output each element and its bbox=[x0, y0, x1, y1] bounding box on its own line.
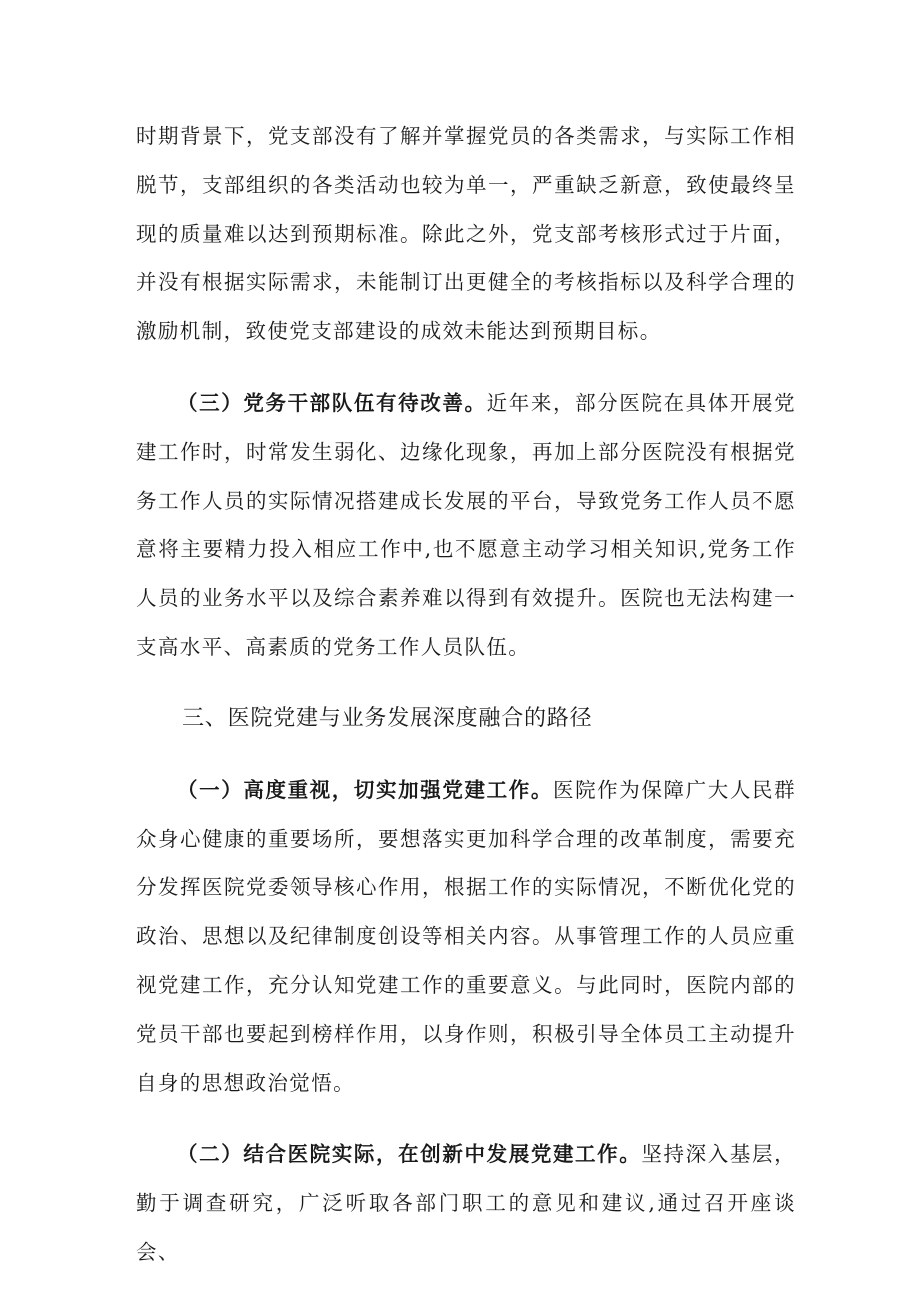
paragraph-spacer bbox=[136, 356, 796, 379]
paragraph-party-cadre-team bbox=[136, 379, 796, 672]
paragraph-text: 医院作为保障广大人民群众身心健康的重要场所，要想落实更加科学合理的改革制度，需要充分发挥医院党委领导核心作用，根据工作的实际情况，不断优化党的政治、思想以及纪律制度创设等相关内容。从事管理工作的人员应重视党建工作，充分认知党建工作的重要意义。与此同时，医院内部的党员干部也要起到榜样作用，以身作则，积极引导全体员工主动提升自身的思想政治觉悟。 bbox=[136, 777, 796, 1095]
paragraph-innovation-party-building bbox=[136, 1130, 796, 1276]
section-lead-bold: （三）党务干部队伍有待改善。 bbox=[177, 390, 487, 415]
document-page bbox=[136, 112, 796, 1277]
paragraph-text: 时期背景下，党支部没有了解并掌握党员的各类需求，与实际工作相脱节，支部组织的各类活动也较为单一，严重缺乏新意，致使最终呈现的质量难以达到预期标准。除此之外，党支部考核形式过于片面，并没有根据实际需求，未能制订出更健全的考核指标以及科学合理的激励机制，致使党支部建设的成效未能达到预期目标。 bbox=[136, 124, 796, 344]
section-heading: 三、医院党建与业务发展深度融合的路径 bbox=[182, 705, 593, 731]
section-lead-bold: （二）结合医院实际，在创新中发展党建工作。 bbox=[177, 1142, 642, 1167]
paragraph-spacer bbox=[136, 672, 796, 695]
paragraph-spacer bbox=[136, 1107, 796, 1130]
section-lead-bold: （一）高度重视，切实加强党建工作。 bbox=[177, 777, 553, 802]
paragraph-text: 近年来，部分医院在具体开展党建工作时，时常发生弱化、边缘化现象，再加上部分医院没有根据党务工作人员的实际情况搭建成长发展的平台，导致党务工作人员不愿意将主要精力投入相应工作中,也不愿意主动学习相关知识,党务工作人员的业务水平以及综合素养难以得到有效提升。医院也无法构建一支高水平、高素质的党务工作人员队伍。 bbox=[136, 390, 796, 659]
paragraph-spacer bbox=[136, 743, 796, 766]
paragraph-strengthen-party-building bbox=[136, 766, 796, 1108]
paragraph-text: 坚持深入基层，勤于调查研究，广泛听取各部门职工的意见和建议,通过召开座谈会、 bbox=[136, 1142, 796, 1264]
paragraph-party-branch-assessment bbox=[136, 112, 796, 356]
